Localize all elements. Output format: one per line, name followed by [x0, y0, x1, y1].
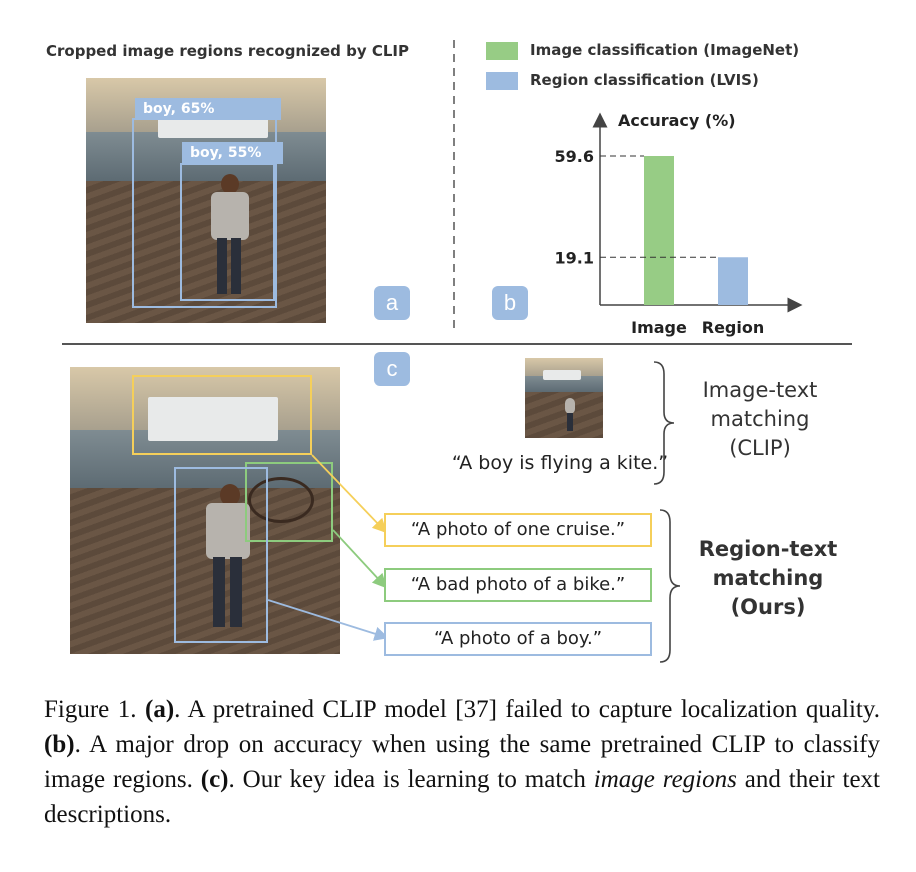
panel-a-title: Cropped image regions recognized by CLIP: [46, 42, 409, 60]
region-tag-boy-65: boy, 65%: [135, 98, 281, 120]
image-text-label-line1: Image-text: [702, 378, 818, 402]
panel-b-badge: b: [492, 286, 528, 320]
image-text-label-line2: matching: [710, 407, 810, 431]
image-text-label: [680, 376, 840, 463]
region-text-label: [683, 535, 853, 622]
region-tag-boy-55: boy, 55%: [182, 142, 283, 164]
caption-c-label: (c): [200, 766, 229, 793]
caption-b-text: . A major drop on accuracy when using the same pretrained CLIP to classify image regions.: [44, 731, 880, 793]
x-category-label-image: Image: [631, 318, 687, 337]
panel-c-badge: c: [374, 352, 410, 386]
caption-a-text: . A pretrained CLIP model [37] failed to capture localization quality.: [174, 696, 880, 723]
image-caption-text: “A boy is flying a kite.”: [451, 452, 669, 474]
region-caption-bike: “A bad photo of a bike.”: [384, 568, 652, 602]
caption-b-label: (b): [44, 731, 75, 758]
panel-a-badge: a: [374, 286, 410, 320]
legend-label-region: Region classification (LVIS): [530, 71, 759, 89]
region-caption-cruise: “A photo of one cruise.”: [384, 513, 652, 547]
y-tick-label-image: 59.6: [554, 147, 594, 166]
region-text-label-line3: (Ours): [730, 595, 806, 619]
thumbnail-photo: [525, 358, 603, 438]
figure-caption: [44, 692, 880, 832]
brace-bottom: [656, 508, 686, 664]
y-tick-label-region: 19.1: [554, 248, 594, 268]
legend-label-image: Image classification (ImageNet): [530, 41, 800, 59]
caption-c-italic: image regions: [593, 766, 737, 793]
region-caption-boy: “A photo of a boy.”: [384, 622, 652, 656]
caption-c-text: . Our key idea is learning to match: [228, 766, 594, 793]
region-text-label-line2: matching: [712, 566, 824, 590]
caption-prefix: Figure 1.: [44, 696, 146, 723]
brace-top: [650, 360, 680, 486]
x-category-label-region: Region: [701, 318, 765, 337]
region-text-label-line1: Region-text: [698, 537, 838, 561]
caption-c-end: and their text descriptions.: [44, 766, 881, 828]
caption-a-label: (a): [145, 696, 175, 723]
image-text-label-line3: (CLIP): [729, 436, 791, 460]
y-axis-label: Accuracy (%): [618, 111, 736, 130]
